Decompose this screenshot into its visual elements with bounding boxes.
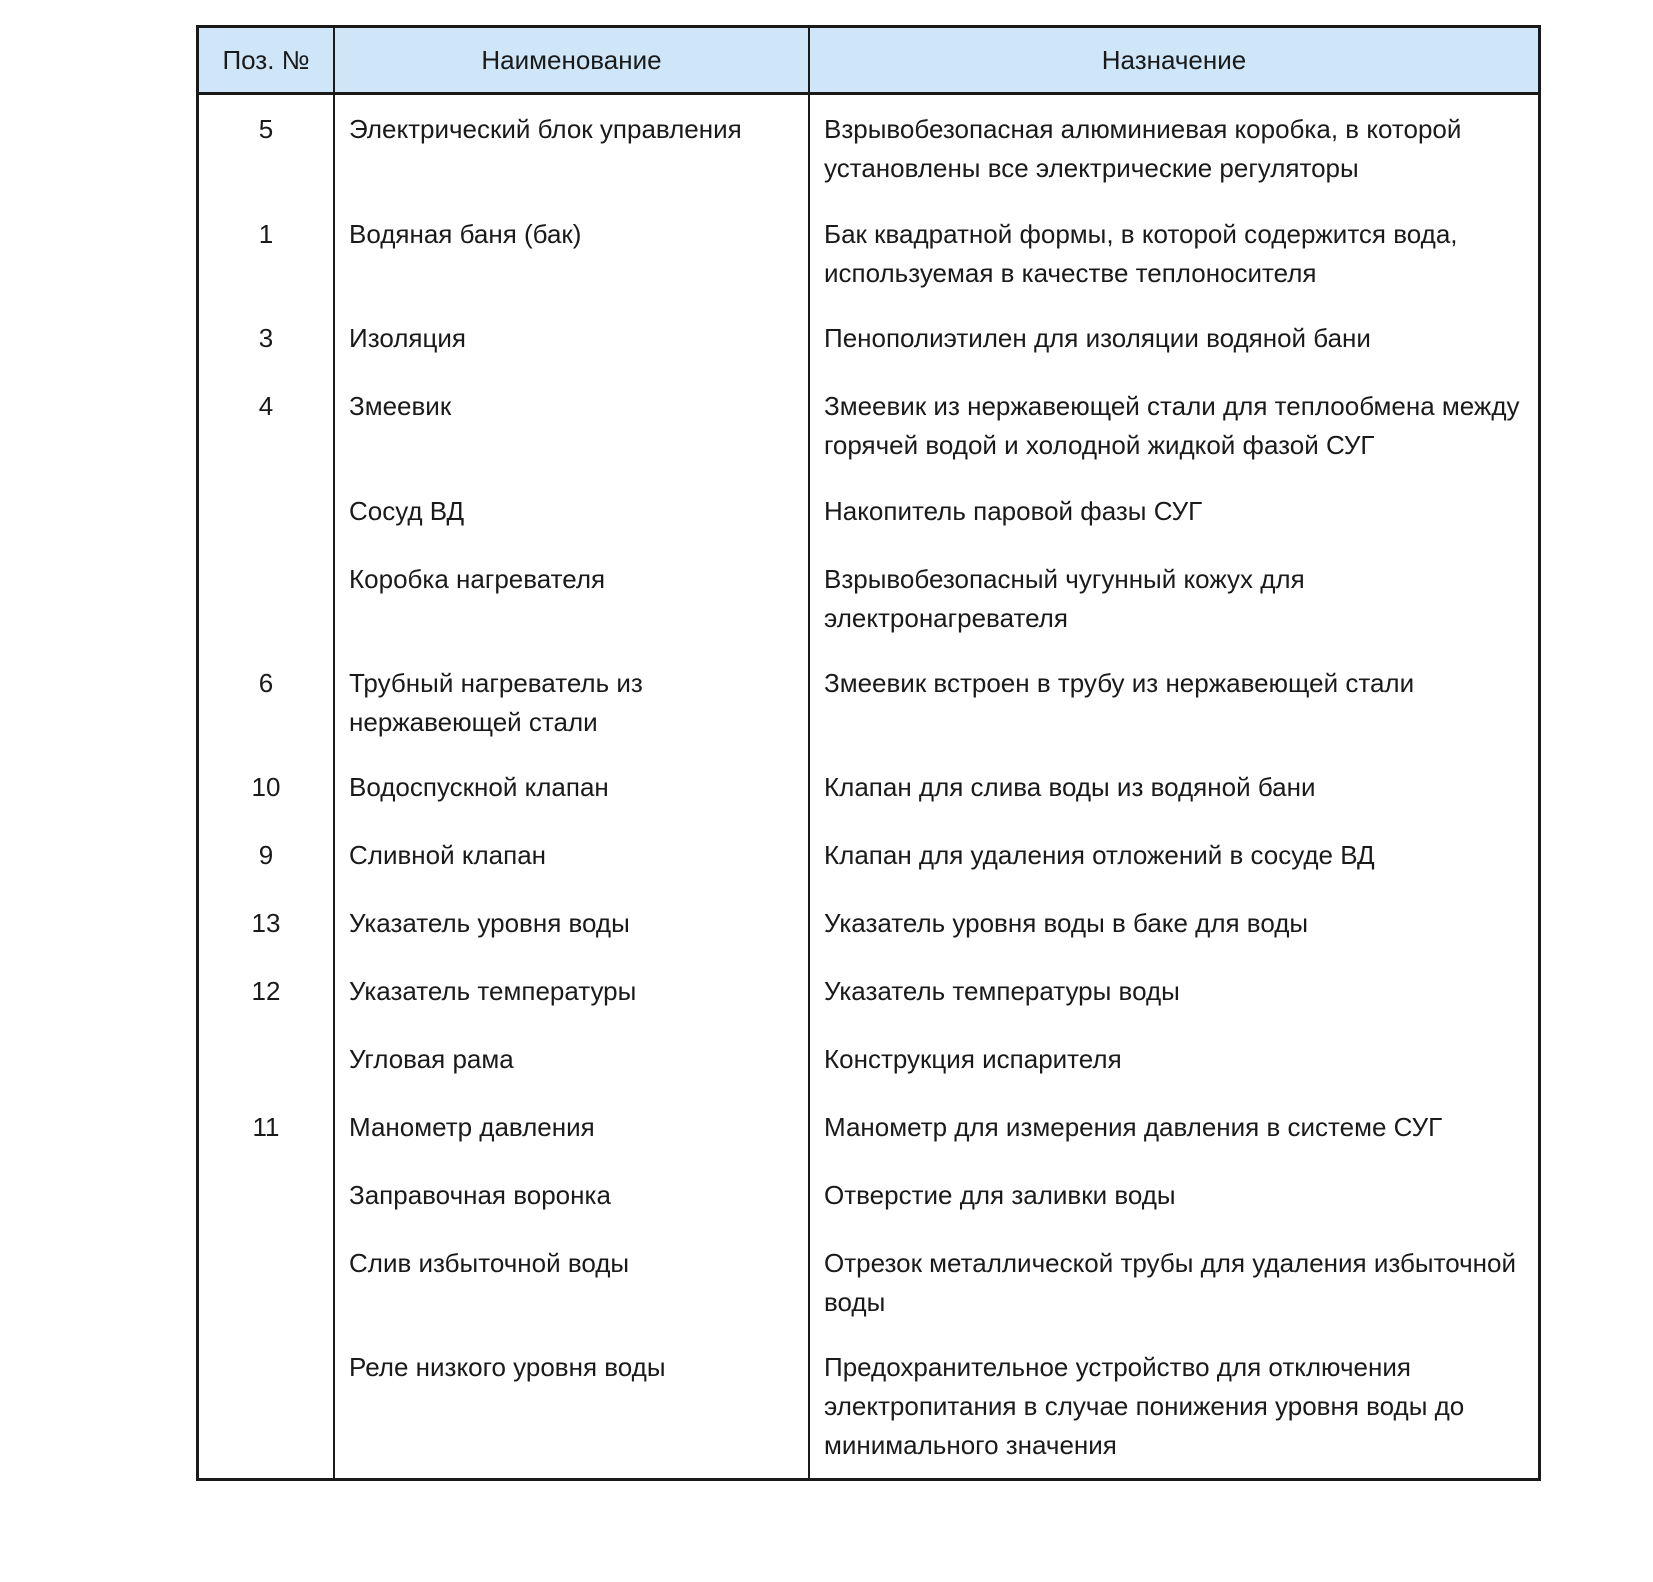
row-purpose: Указатель уровня воды в баке для воды: [824, 908, 1309, 938]
row-purpose: Змеевик из нержавеющей стали для теплообмена между горячей водой и холодной жидкой фазой СУГ: [824, 391, 1520, 460]
row-name: Водяная баня (бак): [335, 200, 810, 304]
header-purpose: Назначение: [1101, 44, 1247, 75]
row-name: Змеевик: [335, 372, 810, 477]
row-pos: [199, 1025, 335, 1093]
row-purpose: Клапан для слива воды из водяной бани: [824, 772, 1316, 802]
table-row: [199, 753, 1538, 821]
row-purpose: Взрывобезопасная алюминиевая коробка, в которой установлены все электрические регуляторы: [824, 114, 1462, 183]
row-pos: [199, 1161, 335, 1229]
row-name: Угловая рама: [335, 1025, 810, 1093]
row-name: Сосуд ВД: [335, 477, 810, 545]
row-pos: [199, 1333, 335, 1478]
row-pos: [199, 545, 335, 649]
row-name: Указатель температуры: [335, 957, 810, 1025]
components-table: [196, 25, 1541, 1481]
row-pos: 13: [199, 889, 335, 957]
row-name: Слив избыточной воды: [335, 1229, 810, 1333]
row-pos: 1: [199, 200, 335, 304]
table-row: [199, 372, 1538, 477]
table-row: [199, 957, 1538, 1025]
table-row: [199, 545, 1538, 649]
row-pos: [199, 1229, 335, 1333]
row-purpose: Взрывобезопасный чугунный кожух для электронагревателя: [824, 564, 1305, 633]
row-pos: 4: [199, 372, 335, 477]
table-row: [199, 889, 1538, 957]
row-name: Сливной клапан: [335, 821, 810, 889]
row-purpose: Манометр для измерения давления в системе СУГ: [824, 1112, 1443, 1142]
row-purpose: Змеевик встроен в трубу из нержавеющей стали: [824, 668, 1415, 698]
row-pos: 6: [199, 649, 335, 753]
row-purpose: Конструкция испарителя: [824, 1044, 1122, 1074]
row-pos: 11: [199, 1093, 335, 1161]
row-purpose: Отрезок металлической трубы для удаления избыточной воды: [824, 1248, 1516, 1317]
table-row: [199, 1093, 1538, 1161]
row-pos: [199, 477, 335, 545]
row-pos: 9: [199, 821, 335, 889]
table-row: [199, 821, 1538, 889]
table-row: [199, 200, 1538, 304]
table-row: [199, 1161, 1538, 1229]
row-purpose: Бак квадратной формы, в которой содержится вода, используемая в качестве теплоносителя: [824, 219, 1458, 288]
row-purpose: Предохранительное устройство для отключения электропитания в случае понижения уровня воды до минимального значения: [824, 1352, 1465, 1460]
table-row: [199, 304, 1538, 372]
table-row: [199, 1025, 1538, 1093]
row-name: Электрический блок управления: [335, 95, 810, 200]
row-purpose: Пенополиэтилен для изоляции водяной бани: [824, 323, 1371, 353]
header-pos: Поз. №: [199, 28, 335, 92]
row-pos: 10: [199, 753, 335, 821]
row-name: Манометр давления: [335, 1093, 810, 1161]
row-name: Изоляция: [335, 304, 810, 372]
row-name: Указатель уровня воды: [335, 889, 810, 957]
row-pos: 5: [199, 95, 335, 200]
row-name: Заправочная воронка: [335, 1161, 810, 1229]
table-row: [199, 1229, 1538, 1333]
row-name: Реле низкого уровня воды: [335, 1333, 810, 1478]
table-header-row: [199, 28, 1538, 95]
row-purpose: Указатель температуры воды: [824, 976, 1180, 1006]
row-name: Трубный нагреватель из нержавеющей стали: [335, 649, 810, 753]
row-purpose: Клапан для удаления отложений в сосуде ВД: [824, 840, 1375, 870]
row-purpose: Накопитель паровой фазы СУГ: [824, 496, 1203, 526]
row-pos: 3: [199, 304, 335, 372]
table-row: [199, 95, 1538, 200]
table-row: [199, 1333, 1538, 1478]
table-row: [199, 477, 1538, 545]
row-purpose: Отверстие для заливки воды: [824, 1180, 1176, 1210]
table-body: [199, 95, 1538, 1478]
header-name: Наименование: [335, 28, 810, 92]
row-name: Водоспускной клапан: [335, 753, 810, 821]
table-row: [199, 649, 1538, 753]
row-pos: 12: [199, 957, 335, 1025]
row-name: Коробка нагревателя: [335, 545, 810, 649]
